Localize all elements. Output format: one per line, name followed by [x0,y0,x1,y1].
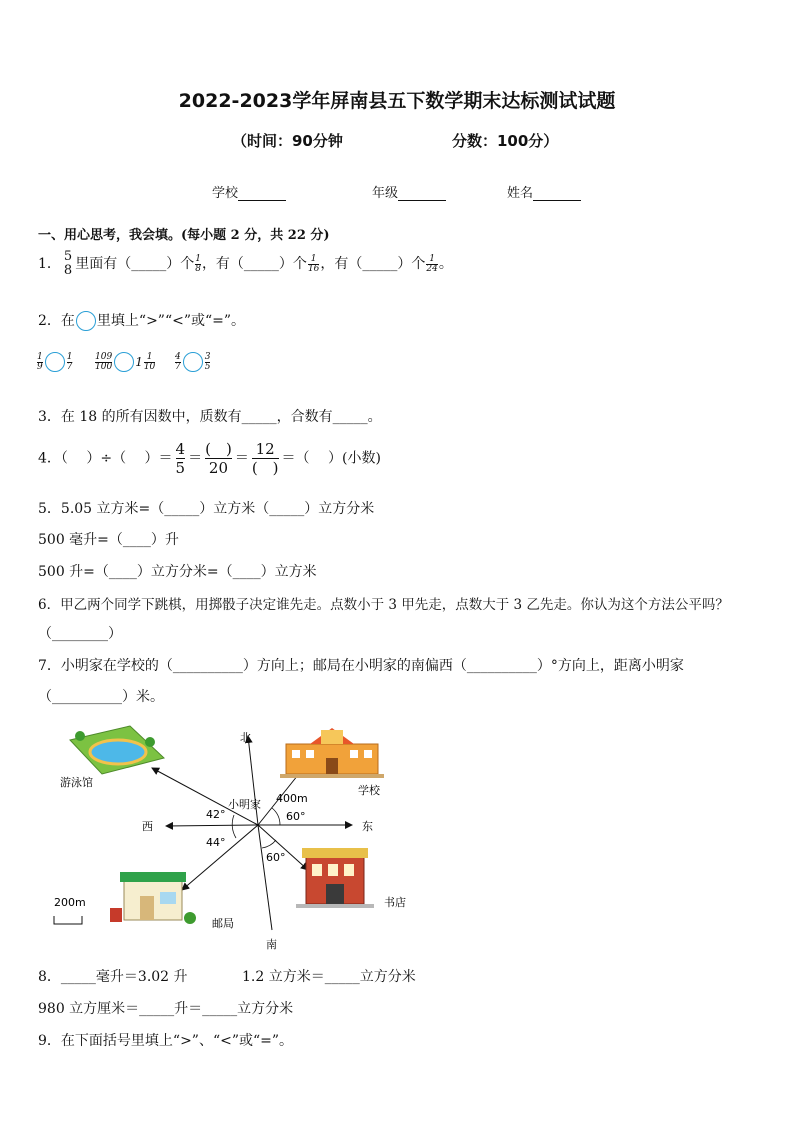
fraction [37,353,43,372]
fraction-numerator: 1 [66,351,73,362]
page-title: 2022-2023学年屏南县五下数学期末达标测试试题 [178,90,616,112]
question-5-line-1: 5．5.05 立方米=（_____）立方米（_____）立方分米 [38,501,375,517]
question-6: 6．甲乙两个同学下跳棋，用掷骰子决定谁先走。点数小于 3 甲先走，点数大于 3 乙先走。你认为这个方法公平吗？ [38,597,729,613]
school-label: 学校 [358,784,380,797]
question-7: 7．小明家在学校的（__________）方向上；邮局在小明家的南偏西（__________）°方向上，距离小明家 [38,658,684,674]
scale-bar [54,916,82,924]
question-6-answer: （________） [38,626,122,642]
fraction-numerator: 1 [310,253,317,264]
question-8-part-1: 8．_____毫升＝3.02 升 [38,969,188,985]
compare-circle[interactable] [114,352,134,372]
q2-text-a: 2．在 [38,313,75,329]
pool-label: 游泳馆 [60,776,93,789]
q2-text-b: 里填上“>”“<”或“=”。 [96,313,246,329]
north-axis [248,736,258,825]
post-label: 邮局 [212,917,234,930]
q1-text-a: 里面有（_____）个 [75,256,195,272]
fraction-denominator: 24 [426,263,438,274]
south-axis [258,825,272,930]
answer-circle-icon [76,311,96,331]
q4-text-a: 4．（ ）÷（ ）＝ [38,450,173,467]
fraction-denominator: 10 [143,361,156,372]
grade-field [372,182,446,201]
fraction [176,440,186,477]
fraction-numerator: 1 [429,253,435,264]
fraction-denominator: 5 [175,459,186,477]
pool-icon [70,726,164,774]
grade-blank [398,186,446,201]
equals-sign: ＝ [188,450,203,467]
south-label: 南 [266,938,277,951]
bookstore-icon [296,848,374,908]
ray-pool [152,768,258,825]
question-5-line-3: 500 升=（____）立方分米=（____）立方米 [38,564,317,580]
fraction [95,353,112,372]
north-label: 北 [240,731,251,744]
q4-text-b: ＝（ ）(小数) [281,450,381,467]
question-7-answer: （__________）米。 [38,689,164,705]
whole-number: 1 [135,355,143,369]
q1-fraction-1 [195,255,201,274]
angle-60-east: 60° [286,810,306,823]
angle-60-south: 60° [266,851,286,864]
fraction-numerator: 4 [175,351,181,362]
question-9: 9．在下面括号里填上“>”、“<”或“=”。 [38,1033,294,1049]
section-heading: 一、用心思考，我会填。(每小题 2 分，共 22 分) [38,228,330,243]
equals-sign: ＝ [234,450,249,467]
fraction-denominator: 9 [37,361,43,372]
fraction-denominator: 5 [204,361,211,372]
compare-circle[interactable] [183,352,203,372]
fraction [144,353,155,372]
question-4 [38,440,381,477]
distance-label: 400m [276,792,308,805]
bookstore-label: 书店 [384,896,406,909]
q1-text-d: 。 [438,256,453,272]
question-3: 3．在 18 的所有因数中，质数有_____，合数有_____。 [38,409,382,425]
fraction-numerator: 109 [95,351,113,362]
fraction-denominator: 100 [95,361,113,372]
q1-fraction-2 [308,255,319,274]
school-label: 学校 [212,186,239,201]
fraction-denominator: 8 [195,263,201,274]
fraction-numerator: 4 [175,440,186,458]
fraction [175,353,181,372]
school-field [212,182,286,201]
angle-42: 42° [206,808,226,821]
scale-label: 200m [54,896,86,909]
q1-fraction-3 [426,255,437,274]
school-icon [280,728,384,778]
fraction-denominator: ( ) [251,459,279,477]
q2-pair-1 [36,352,73,372]
fraction-numerator: 1 [195,253,201,264]
angle-44: 44° [206,836,226,849]
question-1 [38,250,453,278]
fraction-denominator: 7 [175,361,181,372]
question-5-line-2: 500 毫升=（____）升 [38,532,179,548]
question-8-part-3: 980 立方厘米＝_____升＝_____立方分米 [38,1001,294,1017]
q1-text-c: ，有（_____）个 [320,256,426,272]
fraction-denominator: 8 [63,263,73,278]
east-label: 东 [362,820,373,833]
fraction-numerator: 1 [146,351,153,362]
fraction-numerator: 5 [63,249,73,264]
fraction-denominator: 20 [208,459,228,477]
fraction [67,353,73,372]
question-2 [38,310,245,331]
q1-number: 1． [38,256,61,272]
name-field [507,182,581,201]
fraction [205,353,211,372]
q1-main-fraction [64,250,72,278]
west-label: 西 [142,820,153,833]
fraction [252,440,279,477]
question-8-part-2: 1.2 立方米＝_____立方分米 [242,969,416,985]
fraction-numerator: 3 [204,351,211,362]
fraction [205,440,232,477]
west-axis [166,825,258,826]
post-office-icon [110,872,196,924]
name-label: 姓名 [507,186,534,201]
home-label: 小明家 [228,798,261,811]
fraction-numerator: ( ) [205,440,232,458]
q1-text-b: ，有（_____）个 [201,256,307,272]
name-blank [533,186,581,201]
fraction-denominator: 7 [66,361,73,372]
compare-circle[interactable] [45,352,65,372]
ray-post [182,825,258,890]
fraction-numerator: 1 [37,351,43,362]
q2-pair-3 [174,352,211,372]
fraction-denominator: 16 [307,263,320,274]
grade-label: 年级 [372,186,399,201]
q2-pair-2 [94,352,156,372]
school-blank [238,186,286,201]
fraction-numerator: 12 [255,440,275,458]
time-label: （时间：90分钟 [232,132,343,150]
direction-diagram [40,720,420,955]
score-label: 分数：100分） [452,132,559,150]
